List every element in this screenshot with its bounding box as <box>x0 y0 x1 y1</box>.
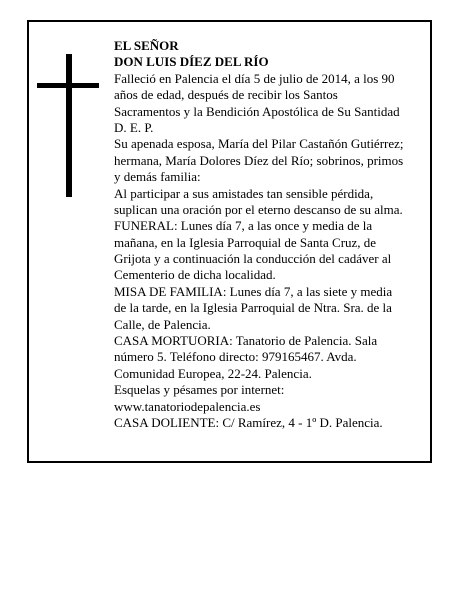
notice-heading: EL SEÑOR <box>114 38 179 53</box>
notice-line: Comunidad Europea, 22-24. Palencia. <box>114 365 312 381</box>
notice-line: hermana, María Dolores Díez del Río; sobrinos, primos <box>114 152 404 168</box>
cross-icon-vertical-bar <box>66 54 72 197</box>
notice-line: Calle, de Palencia. <box>114 316 211 332</box>
deceased-name: DON LUIS DÍEZ DEL RÍO <box>114 54 269 70</box>
notice-line: FUNERAL: Lunes día 7, a las once y media de la <box>114 218 373 234</box>
notice-line: CASA MORTUORIA: Tanatorio de Palencia. Sala <box>114 333 378 349</box>
notice-line: mañana, en la Iglesia Parroquial de Santa Cruz, de <box>114 234 377 250</box>
notice-line: años de edad, después de recibir los Santos <box>114 87 338 103</box>
notice-line: Grijota y a continuación la conducción del cadáver al <box>114 251 392 267</box>
cross-icon-horizontal-bar <box>37 83 99 88</box>
obituary-text <box>114 38 432 431</box>
notice-line: D. E. P. <box>114 119 154 135</box>
notice-line: Al participar a sus amistades tan sensible pérdida, <box>114 185 374 201</box>
notice-line: CASA DOLIENTE: C/ Ramírez, 4 - 1º D. Palencia. <box>114 414 383 430</box>
notice-line: Esquelas y pésames por internet: <box>114 382 285 398</box>
notice-line: Cementerio de dicha localidad. <box>114 267 276 283</box>
notice-line: MISA DE FAMILIA: Lunes día 7, a las siete y media <box>114 283 393 299</box>
notice-line: Falleció en Palencia el día 5 de julio de 2014, a los 90 <box>114 70 395 86</box>
notice-line: suplican una oración por el eterno descanso de su alma. <box>114 201 403 217</box>
notice-line: y demás familia: <box>114 169 201 185</box>
notice-line: de la tarde, en la Iglesia Parroquial de Ntra. Sra. de la <box>114 300 392 316</box>
notice-line: Sacramentos y la Bendición Apostólica de Su Santidad <box>114 103 400 119</box>
notice-line: Su apenada esposa, María del Pilar Castañón Gutiérrez; <box>114 136 404 152</box>
website-link[interactable]: www.tanatoriodepalencia.es <box>114 398 261 414</box>
notice-line: número 5. Teléfono directo: 979165467. Avda. <box>114 349 357 365</box>
